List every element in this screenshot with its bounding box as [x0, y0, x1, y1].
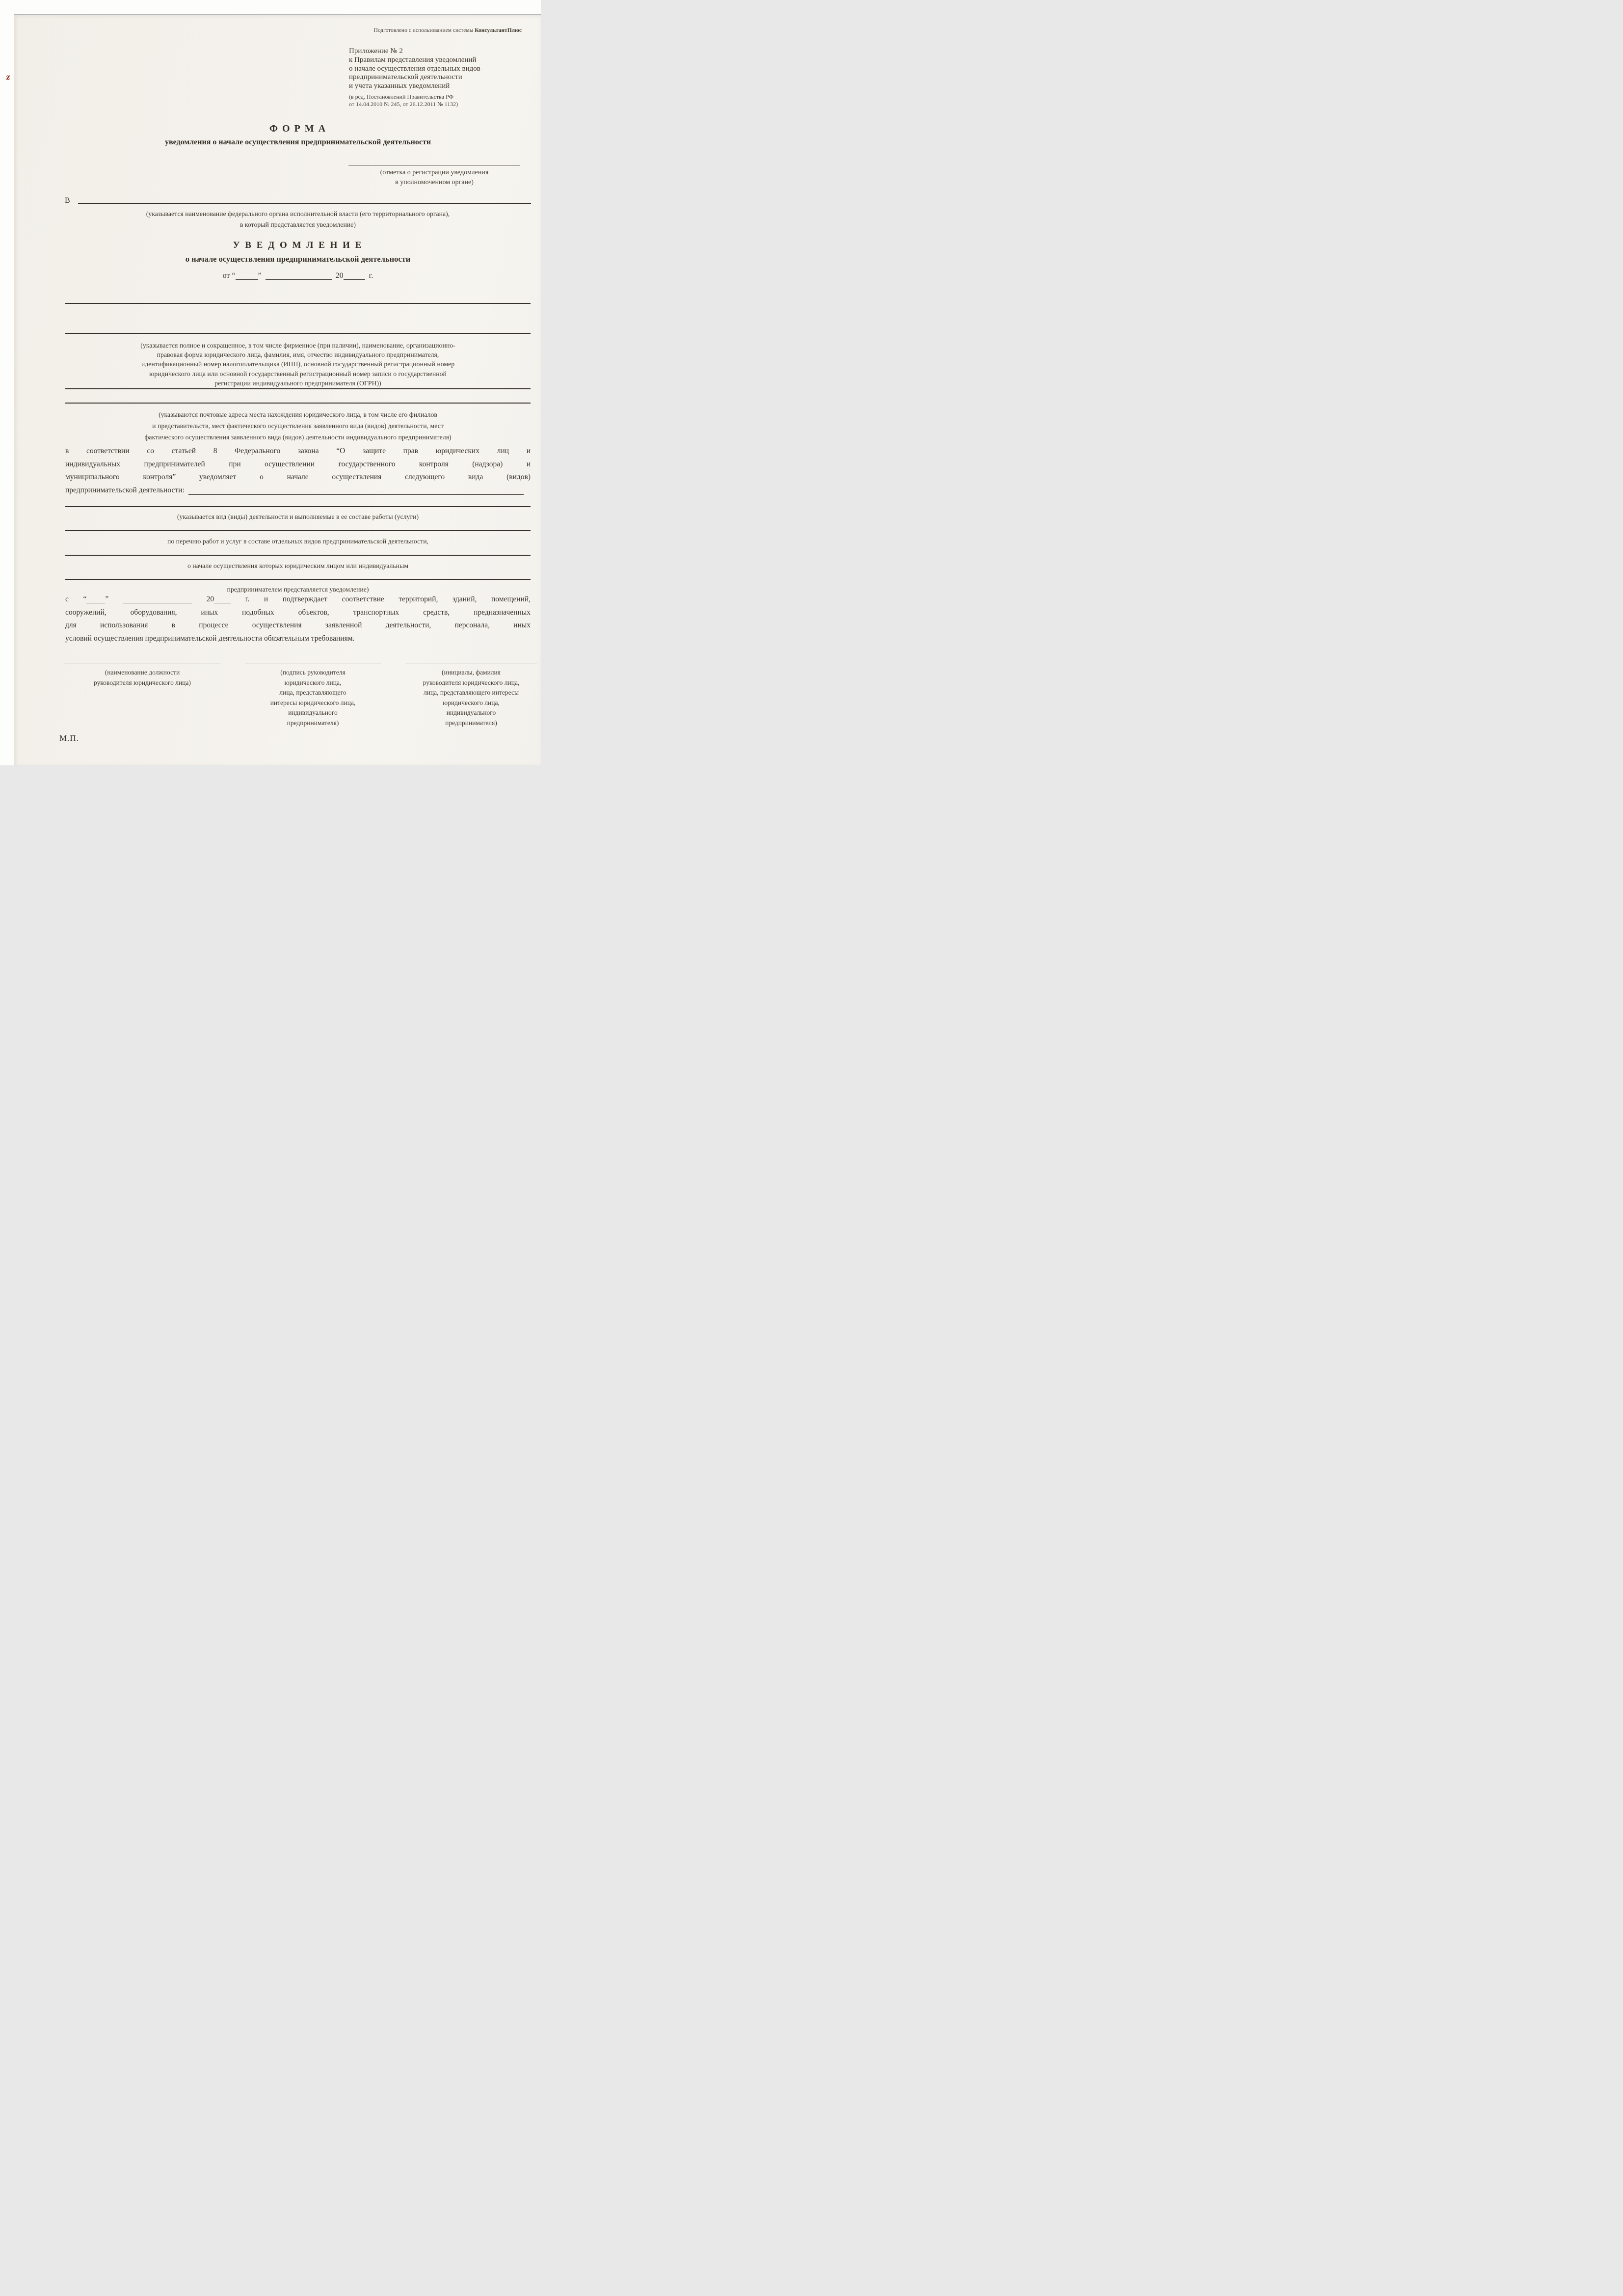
- paragraph-line: сооружений, оборудования, иных подобных объектов, транспортных средств, предназначенных: [65, 608, 531, 617]
- scanned-form-page: [0, 0, 541, 765]
- activity-caption-3: о начале осуществления которых юридическим лицом или индивидуальным: [187, 562, 409, 569]
- appendix-line: предпринимательской деятельности: [349, 73, 462, 81]
- address-caption-line: фактического осуществления заявленного вида (видов) деятельности индивидуального предпринимателя): [144, 433, 452, 441]
- appendix-note-line: (в ред. Постановлений Правительства РФ: [349, 93, 453, 100]
- address-line-1: [65, 388, 531, 389]
- appendix-note-line: от 14.04.2010 № 245, от 26.12.2011 № 1132): [349, 100, 458, 108]
- signature-caption-line: юридического лица,: [284, 678, 342, 686]
- recipient-underline: [78, 203, 531, 204]
- paper-sheet: [14, 14, 541, 765]
- signature-caption-line: юридического лица,: [443, 699, 500, 706]
- activity-line-1: [65, 506, 531, 507]
- paragraph-confirmation: [65, 593, 531, 646]
- activity-caption-1: (указывается вид (виды) деятельности и выполняемые в ее составе работы (услуги): [177, 513, 419, 520]
- signature-caption-line: интересы юридического лица,: [270, 699, 356, 706]
- date-year-blank: [344, 271, 365, 280]
- activity-caption-2: по перечню работ и услуг в составе отдельных видов предпринимательской деятельности,: [167, 538, 429, 545]
- appendix-revision-note: [349, 91, 535, 108]
- applicant-caption-line: (указывается полное и сокращенное, в том числе фирменное (при наличии), наименование, организационно-: [140, 342, 455, 349]
- activity-fill-line: [188, 484, 531, 497]
- form-title: Ф О Р М А: [269, 123, 327, 134]
- signature-caption-line: лица, представляющего: [279, 689, 346, 696]
- date-year-prefix: 20: [335, 271, 344, 280]
- date-from-label: от “: [222, 271, 236, 280]
- address-caption-line: и представительств, мест фактического осуществления заявленного вида (видов) деятельности, мест: [152, 422, 444, 430]
- date-month-blank: [266, 271, 332, 280]
- applicant-name-line-2: [65, 333, 531, 334]
- prepared-with-note: [374, 27, 522, 33]
- applicant-caption-line: юридического лица или основной государственный регистрационный номер записи о государственной: [149, 370, 447, 378]
- recipient-caption: [65, 209, 531, 230]
- date-suffix: г.: [369, 271, 373, 280]
- applicant-caption-line: идентификационный номер налогоплательщика (ИНН), основной государственный регистрационный номер: [141, 360, 455, 368]
- paragraph-compliance: [65, 445, 531, 497]
- appendix-block: [349, 47, 535, 108]
- paragraph-line-text: предпринимательской деятельности:: [65, 486, 185, 495]
- appendix-line: Приложение № 2: [349, 47, 403, 55]
- signature-caption-line: предпринимателя): [445, 719, 497, 727]
- signature-caption-line: (подпись руководителя: [280, 669, 346, 676]
- registration-mark-caption: в уполномоченном органе): [395, 178, 474, 186]
- signature-caption-line: руководителя юридического лица): [94, 678, 191, 686]
- signature-caption-line: лица, представляющего интересы: [423, 689, 519, 696]
- applicant-name-line-1: [65, 303, 531, 304]
- recipient-prefix: В: [65, 196, 70, 205]
- applicant-caption-line: правовая форма юридического лица, фамилия, имя, отчество индивидуального предпринимателя,: [157, 351, 439, 359]
- signature-caption-line: предпринимателя): [287, 719, 339, 727]
- start-date-year-prefix: 20: [206, 595, 214, 603]
- appendix-line: к Правилам представления уведомлений: [349, 55, 477, 64]
- paragraph-line: условий осуществления предпринимательской деятельности обязательным требованиям.: [65, 634, 355, 643]
- recipient-caption-line: в который представляется уведомление): [239, 220, 356, 228]
- appendix-line: о начале осуществления отдельных видов: [349, 64, 480, 73]
- registration-mark-block: [348, 165, 520, 187]
- registration-mark-caption: (отметка о регистрации уведомления: [380, 169, 489, 176]
- notice-subtitle: о начале осуществления предпринимательской деятельности: [185, 254, 411, 264]
- activity-caption-4: предпринимателем представляется уведомление): [227, 586, 369, 593]
- signature-caption-line: (наименование должности: [105, 669, 180, 676]
- signature-caption-line: индивидуального: [288, 709, 338, 716]
- activity-line-3: [65, 555, 531, 556]
- start-date-day-blank: [86, 595, 105, 604]
- signature-caption-line: (инициалы, фамилия: [442, 669, 501, 676]
- start-date-prefix: с “: [65, 595, 87, 603]
- address-line-2: [65, 403, 531, 404]
- applicant-caption-block: [65, 341, 531, 388]
- address-caption-line: (указываются почтовые адреса места нахождения юридического лица, в том числе его филиалов: [159, 411, 437, 418]
- prepared-with-text: Подготовлено с использованием системы: [373, 27, 475, 33]
- start-date-year-blank: [214, 595, 231, 604]
- activity-line-2: [65, 530, 531, 531]
- appendix-line: и учета указанных уведомлений: [349, 82, 450, 90]
- red-pen-artifact: z: [5, 72, 11, 82]
- address-caption-block: [65, 409, 531, 443]
- signature-column-position: [64, 664, 220, 688]
- start-date-quote-close: ”: [105, 595, 109, 603]
- consultantplus-brand: КонсультантПлюс: [475, 27, 522, 33]
- form-subtitle: уведомления о начале осуществления предпринимательской деятельности: [164, 138, 431, 146]
- notice-date-line: [65, 270, 531, 280]
- paragraph-line: в соответствии со статьей 8 Федерального закона “О защите прав юридических лиц и: [65, 447, 531, 455]
- paragraph-line: для использования в процессе осуществления заявленной деятельности, персонала, иных: [65, 621, 531, 630]
- paragraph-line: индивидуальных предпринимателей при осуществлении государственного контроля (надзора) и: [65, 459, 531, 468]
- signature-column-name: [405, 664, 537, 728]
- paragraph-line-with-date: [65, 593, 531, 606]
- paragraph-line-text: г. и подтверждает соответствие территорий, зданий, помещений,: [245, 595, 531, 603]
- recipient-caption-line: (указывается наименование федерального органа исполнительной власти (его территориального органа),: [146, 210, 450, 217]
- applicant-caption-line: регистрации индивидуального предпринимателя (ОГРН)): [214, 379, 381, 387]
- paragraph-line-with-fill: [65, 484, 531, 497]
- signature-caption-line: руководителя юридического лица,: [423, 678, 520, 686]
- date-day-blank: [236, 271, 258, 280]
- date-quote-close: ”: [258, 271, 262, 280]
- signature-caption-line: индивидуального: [446, 709, 496, 716]
- notice-title: У В Е Д О М Л Е Н И Е: [233, 240, 363, 250]
- stamp-mark: М.П.: [59, 733, 79, 743]
- paragraph-line: муниципального контроля” уведомляет о начале осуществления следующего вида (видов): [65, 473, 531, 482]
- signature-column-signature: [245, 664, 381, 728]
- recipient-field: [65, 195, 531, 205]
- start-date-month-blank: [123, 595, 192, 604]
- activity-line-4: [65, 579, 531, 580]
